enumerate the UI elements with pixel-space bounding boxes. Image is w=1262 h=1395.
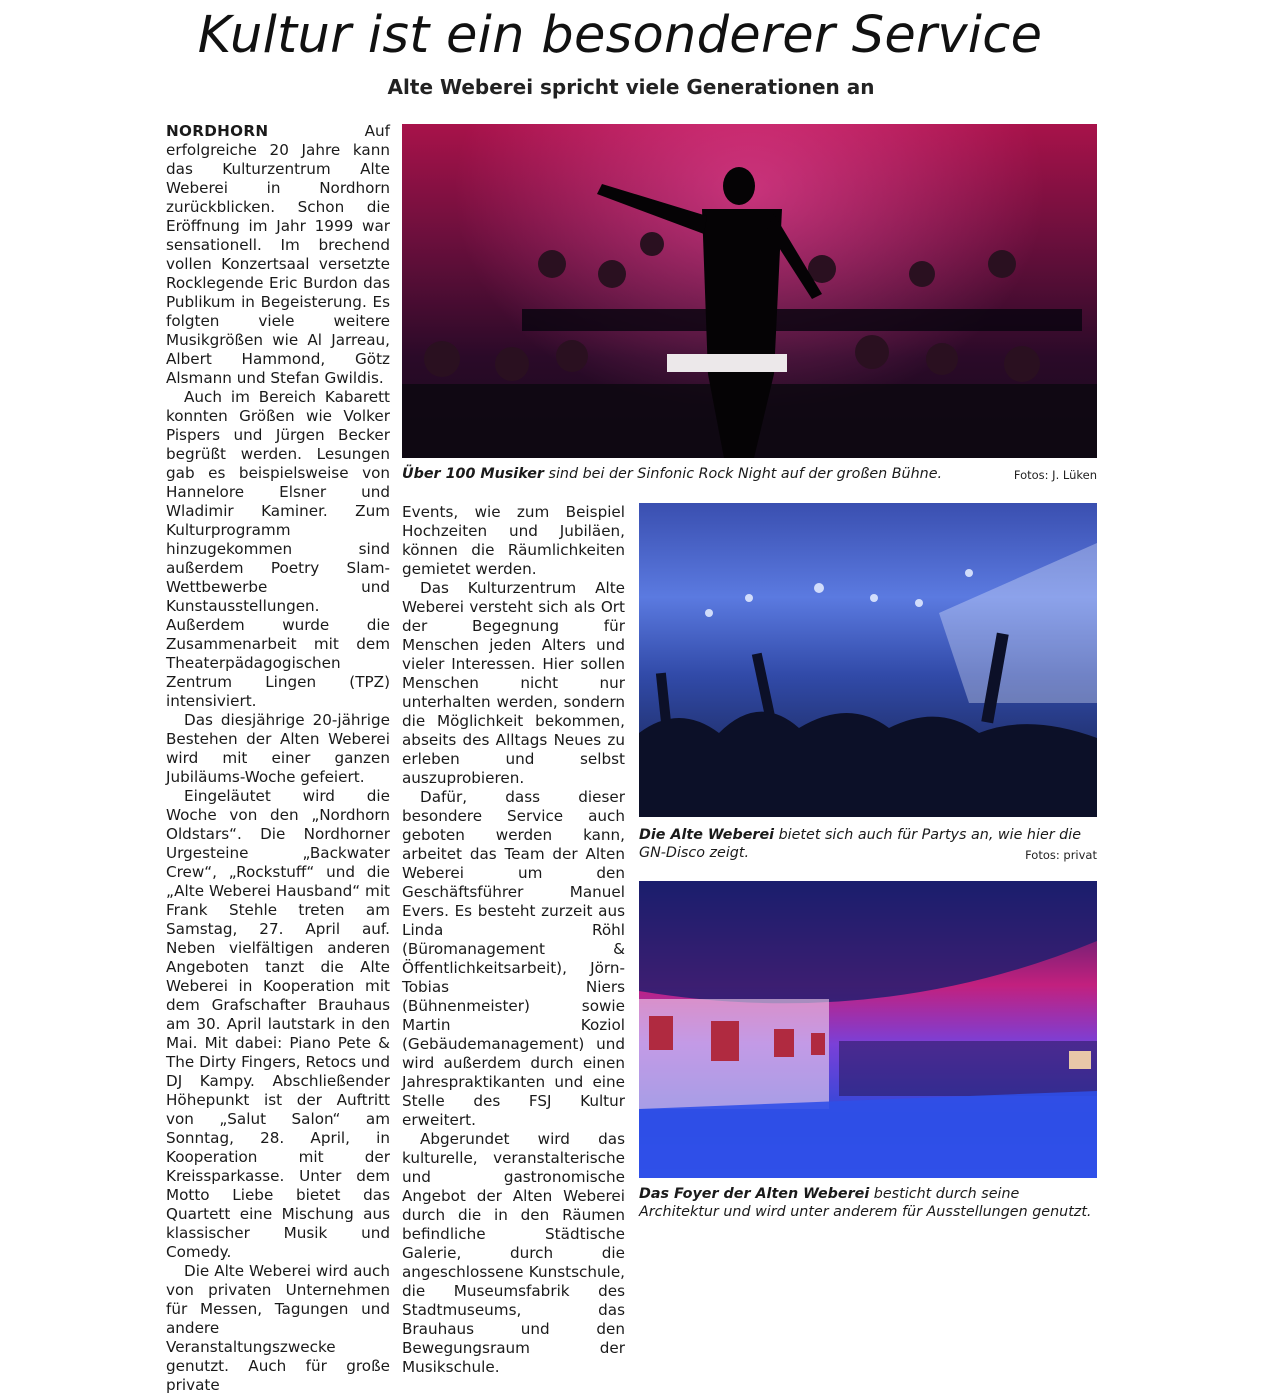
article-paragraph: Dafür, dass dieser besondere Service auch geboten werden kann, arbeitet das Team der Alten Weberei um den Geschäftsführer Manuel Evers. Es besteht zurzeit aus Linda Röhl (Büromanagement & Öffentlichkeitsarbeit), Jörn-Tobias Niers (Bühnenmeister) sowie Martin Koziol (Gebäudemanagement) und wird außerdem durch einen Jahrespraktikanten und eine Stelle des FSJ Kultur erweitert. xyxy=(402,788,625,1129)
headline: Kultur ist ein besonderer Service xyxy=(197,6,1043,65)
photo-caption xyxy=(639,1185,1097,1221)
article-paragraph: Events, wie zum Beispiel Hochzeiten und Jubiläen, können die Räumlichkeiten gemietet werden. xyxy=(402,503,625,578)
caption-text: sind bei der Sinfonic Rock Night auf der großen Bühne. xyxy=(543,466,943,482)
party-crowd-illustration xyxy=(639,503,1097,817)
subheadline: Alte Weberei spricht viele Generationen an xyxy=(387,75,875,99)
article-paragraph: Das Kulturzentrum Alte Weberei versteht sich als Ort der Begegnung für Menschen jeden Alters und vieler Interessen. Hier sollen Menschen nicht nur unterhalten werden, sondern die Möglichkeit bekommen, abseits des Alltags Neues zu erleben und selbst auszuprobieren. xyxy=(402,579,625,787)
article-column-2 xyxy=(402,503,625,1376)
article-paragraph: Abgerundet wird das kulturelle, veranstalterische und gastronomische Angebot der Alten Weberei durch die in den Räumen befindliche Städtische Galerie, durch die angeschlossene Kunstschule, die Museumsfabrik des Stadtmuseums, das Brauhaus und den Bewegungsraum der Musikschule. xyxy=(402,1130,625,1376)
dateline: NORDHORN xyxy=(166,122,269,140)
article-paragraph: Auch im Bereich Kabarett konnten Größen wie Volker Pispers und Jürgen Becker begrüßt werden. Lesungen gab es beispielsweise von Hannelore Elsner und Wladimir Kaminer. Zum Kulturprogramm hinzugekommen sind außerdem Poetry Slam-Wettbewerbe und Kunstausstellungen. Außerdem wurde die Zusammenarbeit mit dem Theaterpädagogischen Zentrum Lingen (TPZ) intensiviert. xyxy=(166,388,390,710)
disco-party-photo xyxy=(639,503,1097,817)
orchestra-scene-illustration xyxy=(402,124,1097,458)
photo-caption xyxy=(402,465,982,483)
caption-bold: Das Foyer der Alten Weberei xyxy=(639,1186,870,1202)
foyer-photo xyxy=(639,881,1097,1178)
article-paragraph xyxy=(166,122,390,388)
orchestra-concert-photo xyxy=(402,124,1097,458)
foyer-hall-illustration xyxy=(639,881,1097,1178)
caption-bold: Über 100 Musiker xyxy=(402,466,544,482)
photo-credit: Fotos: privat xyxy=(1025,848,1097,862)
article-paragraph: Das diesjährige 20-jährige Bestehen der Alten Weberei wird mit einer ganzen Jubiläums-Woche gefeiert. xyxy=(166,711,390,786)
paragraph-text: Auf erfolgreiche 20 Jahre kann das Kulturzentrum Alte Weberei in Nordhorn zurückblicken. Schon die Eröffnung im Jahr 1999 war sensationell. Im brechend vollen Konzertsaal versetzte Rocklegende Eric Burdon das Publikum in Begeisterung. Es folgten viele weitere Musikgrößen wie Al Jarreau, Albert Hammond, Götz Alsmann und Stefan Gwildis. xyxy=(166,122,390,387)
article-column-1 xyxy=(166,122,390,1394)
caption-bold: Die Alte Weberei xyxy=(639,827,775,843)
caption-text: besticht durch seine Architektur und wird unter anderem für Ausstellungen genutzt. xyxy=(639,1186,1092,1220)
article-paragraph: Die Alte Weberei wird auch von privaten Unternehmen für Messen, Tagungen und andere Veranstaltungszwecke genutzt. Auch für große private xyxy=(166,1262,390,1394)
photo-credit: Fotos: J. Lüken xyxy=(1013,468,1097,482)
article-paragraph: Eingeläutet wird die Woche von den „Nordhorn Oldstars“. Die Nordhorner Urgesteine „Backwater Crew“, „Rockstuff“ und die „Alte Weberei Hausband“ mit Frank Stehle treten am Samstag, 27. April auf. Neben vielfältigen anderen Angeboten tanzt die Alte Weberei in Kooperation mit dem Grafschafter Brauhaus am 30. April lautstark in den Mai. Mit dabei: Piano Pete & The Dirty Fingers, Retocs und DJ Kampy. Abschließender Höhepunkt ist der Auftritt von „Salut Salon“ am Sonntag, 28. April, in Kooperation mit der Kreissparkasse. Unter dem Motto Liebe bietet das Quartett eine Mischung aus klassischer Musik und Comedy. xyxy=(166,787,390,1261)
caption-text: bietet sich auch für Partys an, wie hier die GN-Disco zeigt. xyxy=(639,827,1082,861)
